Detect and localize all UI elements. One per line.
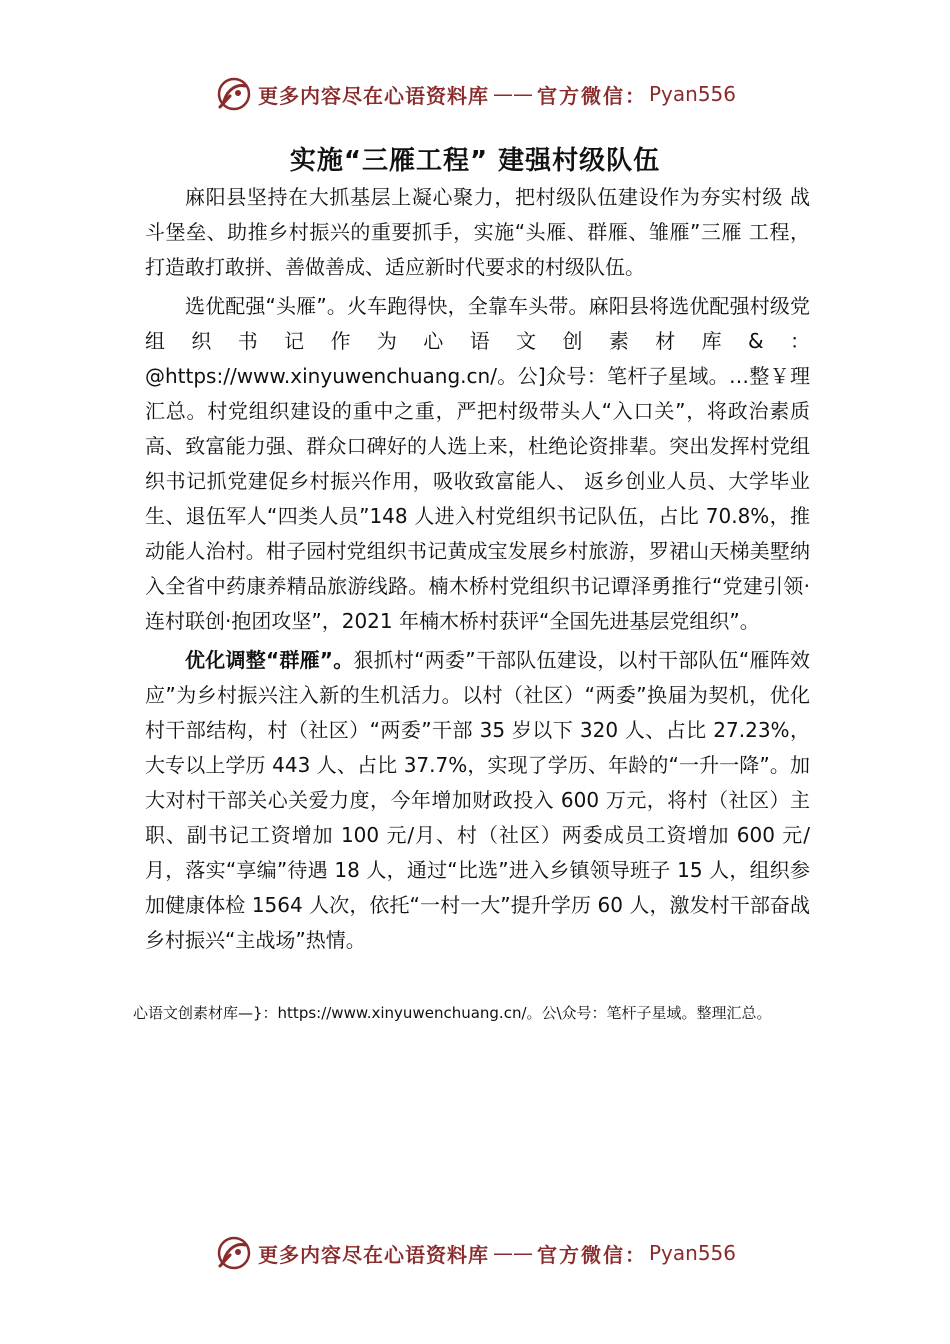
- banner-wechat-id: Pyan556: [648, 82, 736, 106]
- header-banner: [0, 72, 950, 116]
- paragraph-group-goose: [145, 643, 810, 958]
- banner-wechat-id: Pyan556: [648, 1241, 736, 1265]
- footer-banner: [0, 1231, 950, 1275]
- banner-dash: ——: [492, 1241, 533, 1265]
- article-body: [145, 180, 810, 958]
- banner-slogan: 更多内容尽在心语资料库: [257, 83, 489, 108]
- paragraph-body: 狠抓村“两委”干部队伍建设，以村干部队伍“雁阵效应”为乡村振兴注入新的生机活力。以村（社区）“两委”换届为契机，优化村干部结构，村（社区）“两委”干部 35 岁以下 320 人、占比 27.23%，大专以上学历 443 人、占比 37.7%，实现了学历、年龄的“一升一降”。加大对村干部关心关爱力度，今年增加财政投入 600 万元，将村（社区）主职、副书记工资增加 100 元/月、村（社区）两委成员工资增加 600 元/月，落实“享编”待遇 18 人，通过“比选”进入乡镇领导班子 15 人，组织参加健康体检 1564 人次，依托“一村一大”提升学历 60 人，激发村干部奋战乡村振兴“主战场”热情。: [145, 648, 810, 952]
- library-logo-icon: [214, 1233, 254, 1273]
- banner-dash: ——: [492, 82, 533, 106]
- banner-official-label: 官方微信：: [536, 1242, 647, 1267]
- page-title: 实施“三雁工程” 建强村级队伍: [289, 146, 661, 176]
- paragraph-head-goose: 选优配强“头雁”。火车跑得快，全靠车头带。麻阳县将选优配强村级党组织书记作为心语文创素材库&：@https://www.xinyuwenchuang.cn/。公]众号：笔杆子星域。…整￥理汇总。村党组织建设的重中之重，严把村级带头人“入口关”，将政治素质高、致富能力强、群众口碑好的人选上来，杜绝论资排辈。突出发挥村党组织书记抓党建促乡村振兴作用，吸收致富能人、 返乡创业人员、大学毕业生、退伍军人“四类人员”148 人进入村党组织书记队伍，占比 70.8%，推动能人治村。柑子园村党组织书记黄成宝发展乡村旅游，罗裙山天梯美墅纳入全省中药康养精品旅游线路。楠木桥村党组织书记谭泽勇推行“党建引领·连村联创·抱团攻坚”，2021 年楠木桥村获评“全国先进基层党组织”。: [145, 294, 810, 633]
- source-note: 心语文创素材库—}：https://www.xinyuwenchuang.cn/。公\众号：笔杆子星域。整理汇总。: [133, 1004, 772, 1022]
- banner-slogan: 更多内容尽在心语资料库: [257, 1242, 489, 1267]
- paragraph-lead: 优化调整“群雁”。: [185, 648, 354, 672]
- paragraph-intro: 麻阳县坚持在大抓基层上凝心聚力，把村级队伍建设作为夯实村级 战斗堡垒、助推乡村振兴的重要抓手，实施“头雁、群雁、雏雁”三雁 工程，打造敢打敢拼、善做善成、适应新时代要求的村级队伍。: [145, 185, 810, 279]
- banner-official-label: 官方微信：: [536, 83, 647, 108]
- library-logo-icon: [214, 74, 254, 114]
